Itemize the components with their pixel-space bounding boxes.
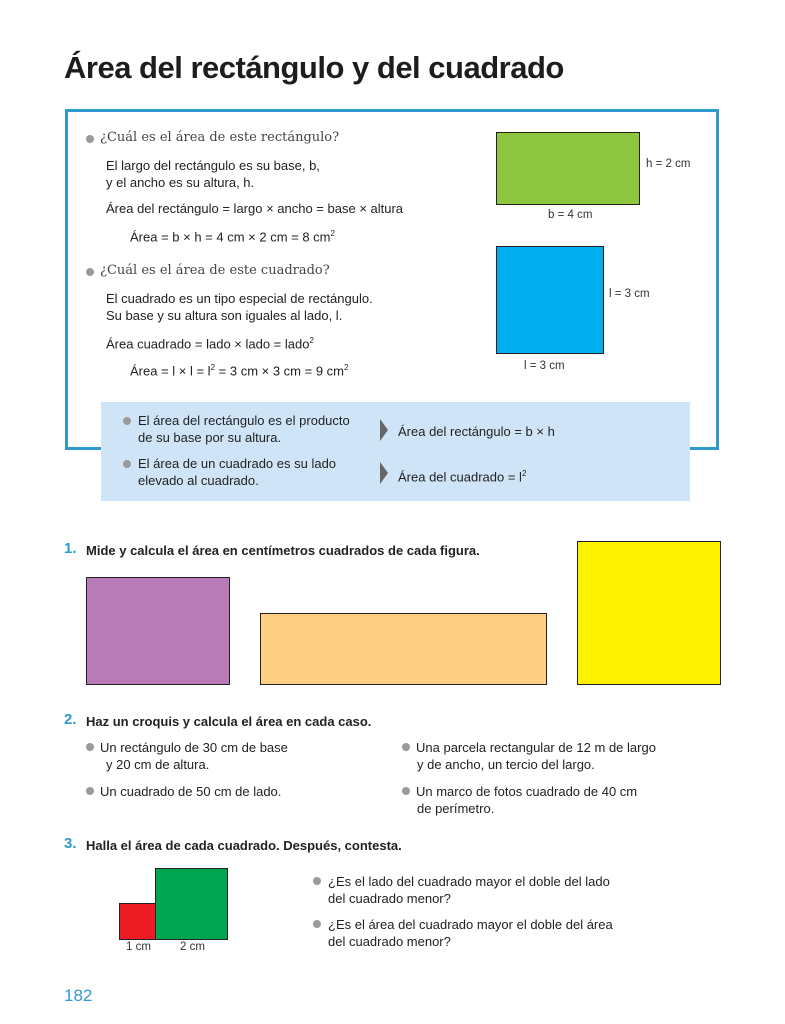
yellow-square (577, 541, 721, 685)
page-title: Área del rectángulo y del cuadrado (64, 50, 564, 85)
exercise-2a-line1: Un rectángulo de 30 cm de base (100, 740, 288, 755)
bullet (86, 787, 94, 795)
exercise-3-number: 3. (64, 835, 77, 852)
bullet (123, 460, 131, 468)
summary-item2-formula-exponent: 2 (521, 469, 527, 478)
square-formula (106, 332, 314, 352)
green-square (155, 868, 228, 940)
square-bottom-label: l = 3 cm (524, 360, 565, 372)
exercise-3-text: Halla el área de cada cuadrado. Después, contesta. (86, 838, 402, 853)
exercise-3-q1-line2: del cuadrado menor? (328, 891, 451, 906)
summary-item2-line1: El área de un cuadrado es su lado (138, 456, 337, 471)
bullet (86, 743, 94, 751)
blue-square (496, 246, 604, 354)
square-calculation-exponent1: 2 (210, 363, 216, 372)
bullet (313, 920, 321, 928)
square-calculation-text-a: Área = l × l = l (130, 363, 211, 379)
square-question: ¿Cuál es el área de este cuadrado? (100, 263, 330, 278)
exercise-2c-line2: y de ancho, un tercio del largo. (417, 757, 595, 772)
bullet (402, 743, 410, 751)
summary-item2-formula (398, 465, 526, 485)
green-rectangle (496, 132, 640, 205)
rect-calculation (130, 225, 335, 245)
summary-item1-formula: Área del rectángulo = b × h (398, 424, 555, 439)
exercise-2c-line1: Una parcela rectangular de 12 m de largo (416, 740, 656, 755)
square-explanation-line2: Su base y su altura son iguales al lado, l. (106, 308, 343, 323)
exercise-2d-line2: de perímetro. (417, 801, 495, 816)
square-calculation-text-b: = 3 cm × 3 cm = 9 cm (215, 363, 344, 379)
exercise-1-text: Mide y calcula el área en centímetros cuadrados de cada figura. (86, 543, 480, 558)
bullet (86, 268, 94, 276)
exercise-1-number: 1. (64, 540, 77, 557)
orange-rectangle (260, 613, 547, 685)
square-calculation-exponent2: 2 (344, 363, 349, 372)
exercise-3-q2-line1: ¿Es el área del cuadrado mayor el doble del área (328, 917, 613, 932)
bullet (313, 877, 321, 885)
page-number: 182 (64, 986, 93, 1005)
exercise-3-q2-line2: del cuadrado menor? (328, 934, 451, 949)
purple-rectangle (86, 577, 230, 685)
rect-explanation-line2: y el ancho es su altura, h. (106, 175, 255, 190)
bullet (402, 787, 410, 795)
rect-formula: Área del rectángulo = largo × ancho = base × altura (106, 201, 404, 216)
arrow-icon (380, 462, 388, 484)
rect-height-label: h = 2 cm (646, 158, 691, 170)
rect-question: ¿Cuál es el área de este rectángulo? (100, 130, 340, 145)
exercise-3-q1-line1: ¿Es el lado del cuadrado mayor el doble del lado (328, 874, 610, 889)
summary-item2-line2: elevado al cuadrado. (138, 473, 259, 488)
exercise-2b-line1: Un cuadrado de 50 cm de lado. (100, 784, 282, 799)
bullet (86, 135, 94, 143)
big-square-side-label: 2 cm (180, 941, 205, 953)
rect-explanation-line1: El largo del rectángulo es su base, b, (106, 158, 320, 173)
square-side-label: l = 3 cm (609, 288, 650, 300)
summary-item1-line1: El área del rectángulo es el producto (138, 413, 350, 428)
bullet (123, 417, 131, 425)
summary-item2-formula-text: Área del cuadrado = l (398, 469, 522, 485)
square-calculation (130, 359, 348, 379)
square-explanation-line1: El cuadrado es un tipo especial de rectángulo. (106, 291, 373, 306)
rect-calculation-exponent: 2 (330, 229, 335, 238)
arrow-icon (380, 419, 388, 441)
exercise-2a-line2: y 20 cm de altura. (106, 757, 210, 772)
small-square-side-label: 1 cm (126, 941, 151, 953)
exercise-2d-line1: Un marco de fotos cuadrado de 40 cm (416, 784, 638, 799)
exercise-2-number: 2. (64, 711, 77, 728)
summary-item1-line2: de su base por su altura. (138, 430, 282, 445)
rect-calculation-text: Área = b × h = 4 cm × 2 cm = 8 cm (130, 229, 331, 245)
exercise-2-text: Haz un croquis y calcula el área en cada caso. (86, 714, 372, 729)
square-formula-text: Área cuadrado = lado × lado = lado (106, 336, 310, 352)
square-formula-exponent: 2 (309, 336, 314, 345)
red-square (119, 903, 157, 940)
rect-base-label: b = 4 cm (548, 209, 593, 221)
